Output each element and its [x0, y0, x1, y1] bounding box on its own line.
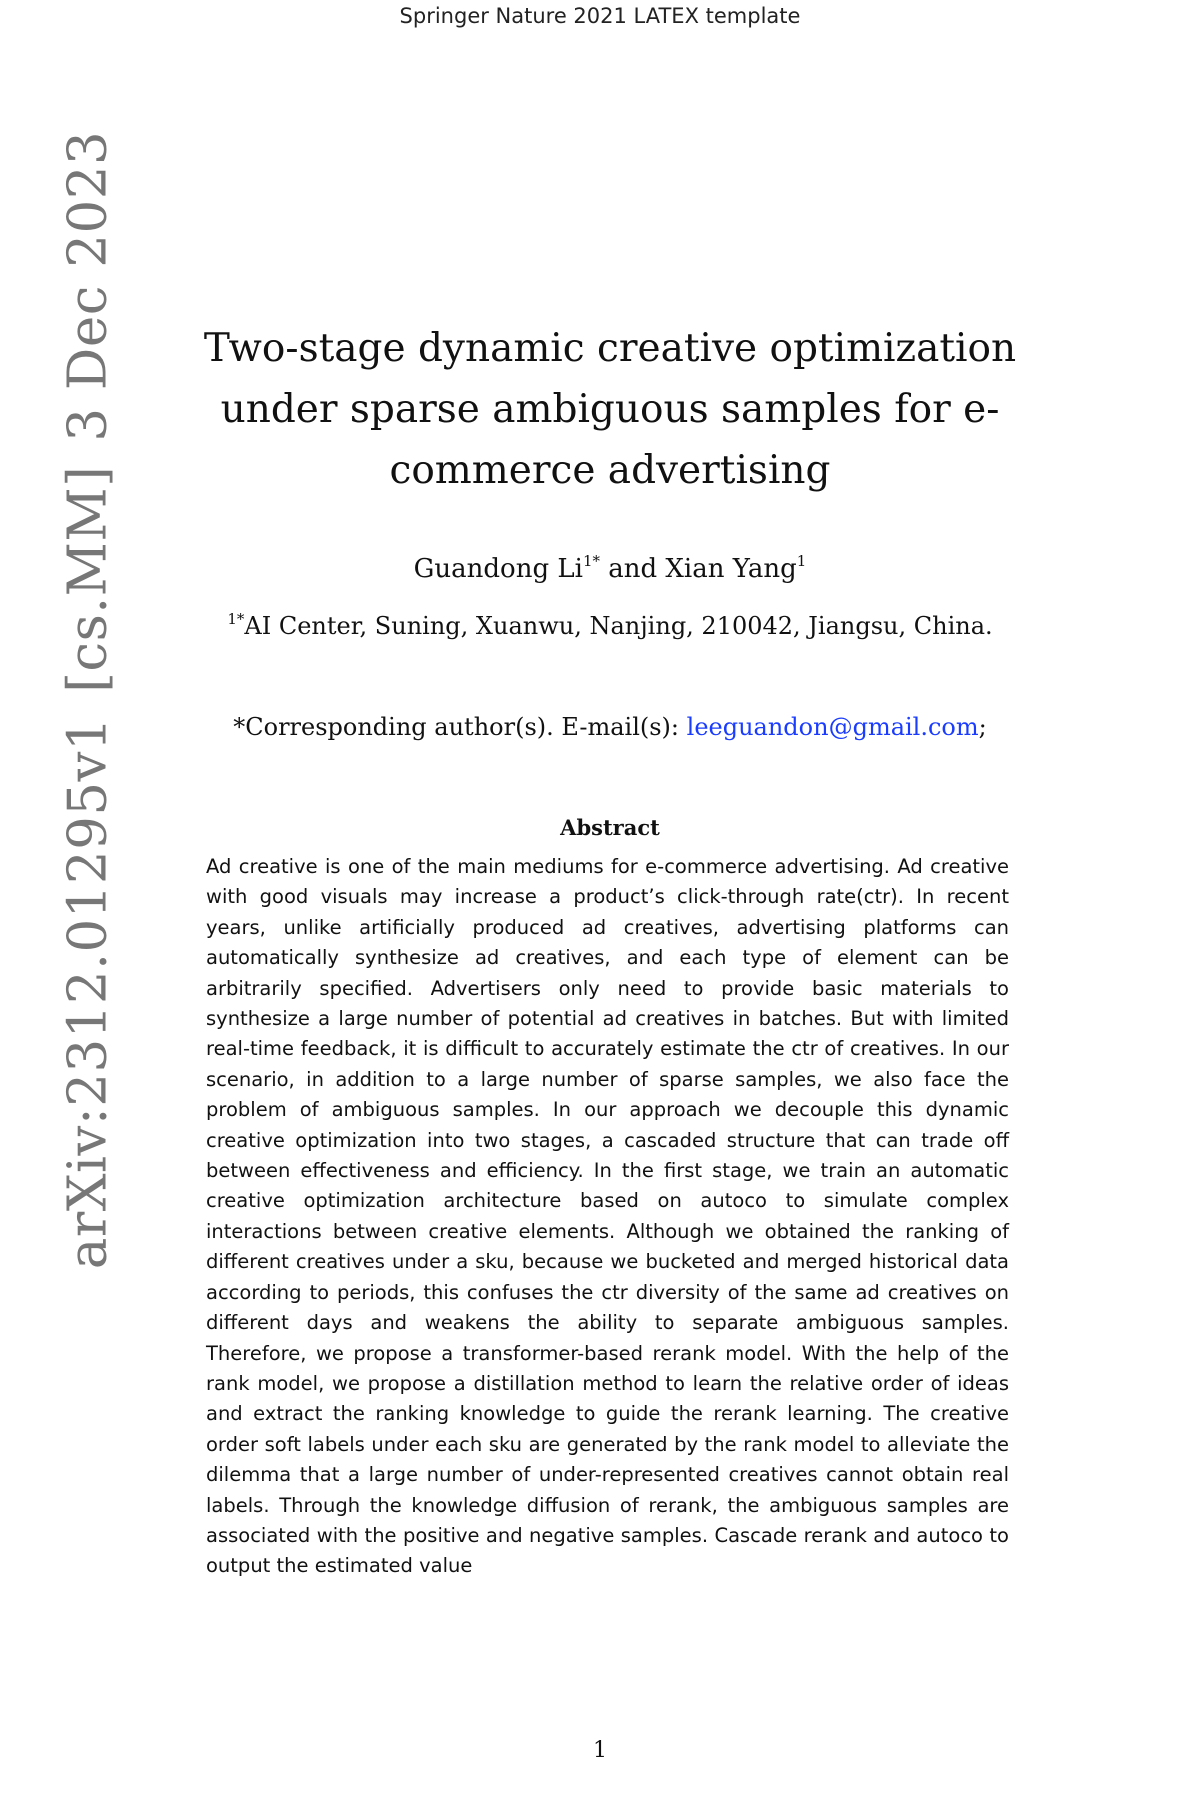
affiliation-mark: 1*: [227, 610, 245, 628]
running-header: Springer Nature 2021 LATEX template: [399, 4, 801, 28]
email-link[interactable]: leeguandon@gmail.com: [686, 713, 979, 741]
arxiv-date: 3 Dec 2023: [57, 130, 119, 442]
author-affiliation-mark: 1: [796, 552, 807, 570]
abstract-body: Ad creative is one of the main mediums for e-commerce advertising. Ad creative with good visuals may increase a product’s click-through rate(ctr). In recent years, unlike artificially produced ad creatives, advertising platforms can automatically synthesize ad creatives, and each type of element can be arbitrarily specified. Advertisers only need to provide basic materials to synthesize a large number of potential ad creatives in batches. But with limited real-time feedback, it is difficult to accurately estimate the ctr of creatives. In our scenario, in addition to a large number of sparse samples, we also face the problem of ambiguous samples. In our approach we decouple this dynamic creative optimization into two stages, a cascaded structure that can trade off between effectiveness and efficiency. In the first stage, we train an automatic creative optimization architecture based on autoco to simulate complex interactions between creative elements. Although we obtained the ranking of different creatives under a sku, because we bucketed and merged historical data according to periods, this confuses the ctr diversity of the same ad creatives on different days and weakens the ability to separate ambiguous samples. Therefore, we propose a transformer-based rerank model. With the help of the rank model, we propose a distillation method to learn the relative order of ideas and extract the ranking knowledge to guide the rerank learning. The creative order soft labels under each sku are generated by the rank model to alleviate the dilemma that a large number of under-represented creatives cannot obtain real labels. Through the knowledge diffusion of rerank, the ambiguous samples are associated with the positive and negative samples. Cascade rerank and autoco to output the estimated value: [206, 855, 1009, 1578]
corresponding-author: [170, 713, 1050, 741]
corresponding-trailing: ;: [978, 713, 987, 741]
author-conjunction: and: [608, 554, 658, 584]
page-number: 1: [593, 1738, 607, 1763]
affiliation-text: AI Center, Suning, Xuanwu, Nanjing, 210042, Jiangsu, China.: [244, 612, 993, 640]
author-affiliation-mark: 1*: [582, 552, 600, 570]
author-name: Guandong Li: [413, 554, 583, 584]
arxiv-category: [cs.MM]: [57, 465, 119, 693]
corresponding-label: *Corresponding author(s). E-mail(s):: [233, 713, 679, 741]
arxiv-side-identifier: [58, 119, 119, 1281]
affiliation: [170, 610, 1050, 640]
paper-title: Two-stage dynamic creative optimization under sparse ambiguous samples for e-commerce advertising: [203, 326, 1017, 493]
author-name: Xian Yang: [665, 554, 797, 584]
author-line: [200, 552, 1020, 584]
abstract-heading: Abstract: [560, 815, 660, 840]
arxiv-id: arXiv:2312.01295v1: [57, 716, 119, 1270]
